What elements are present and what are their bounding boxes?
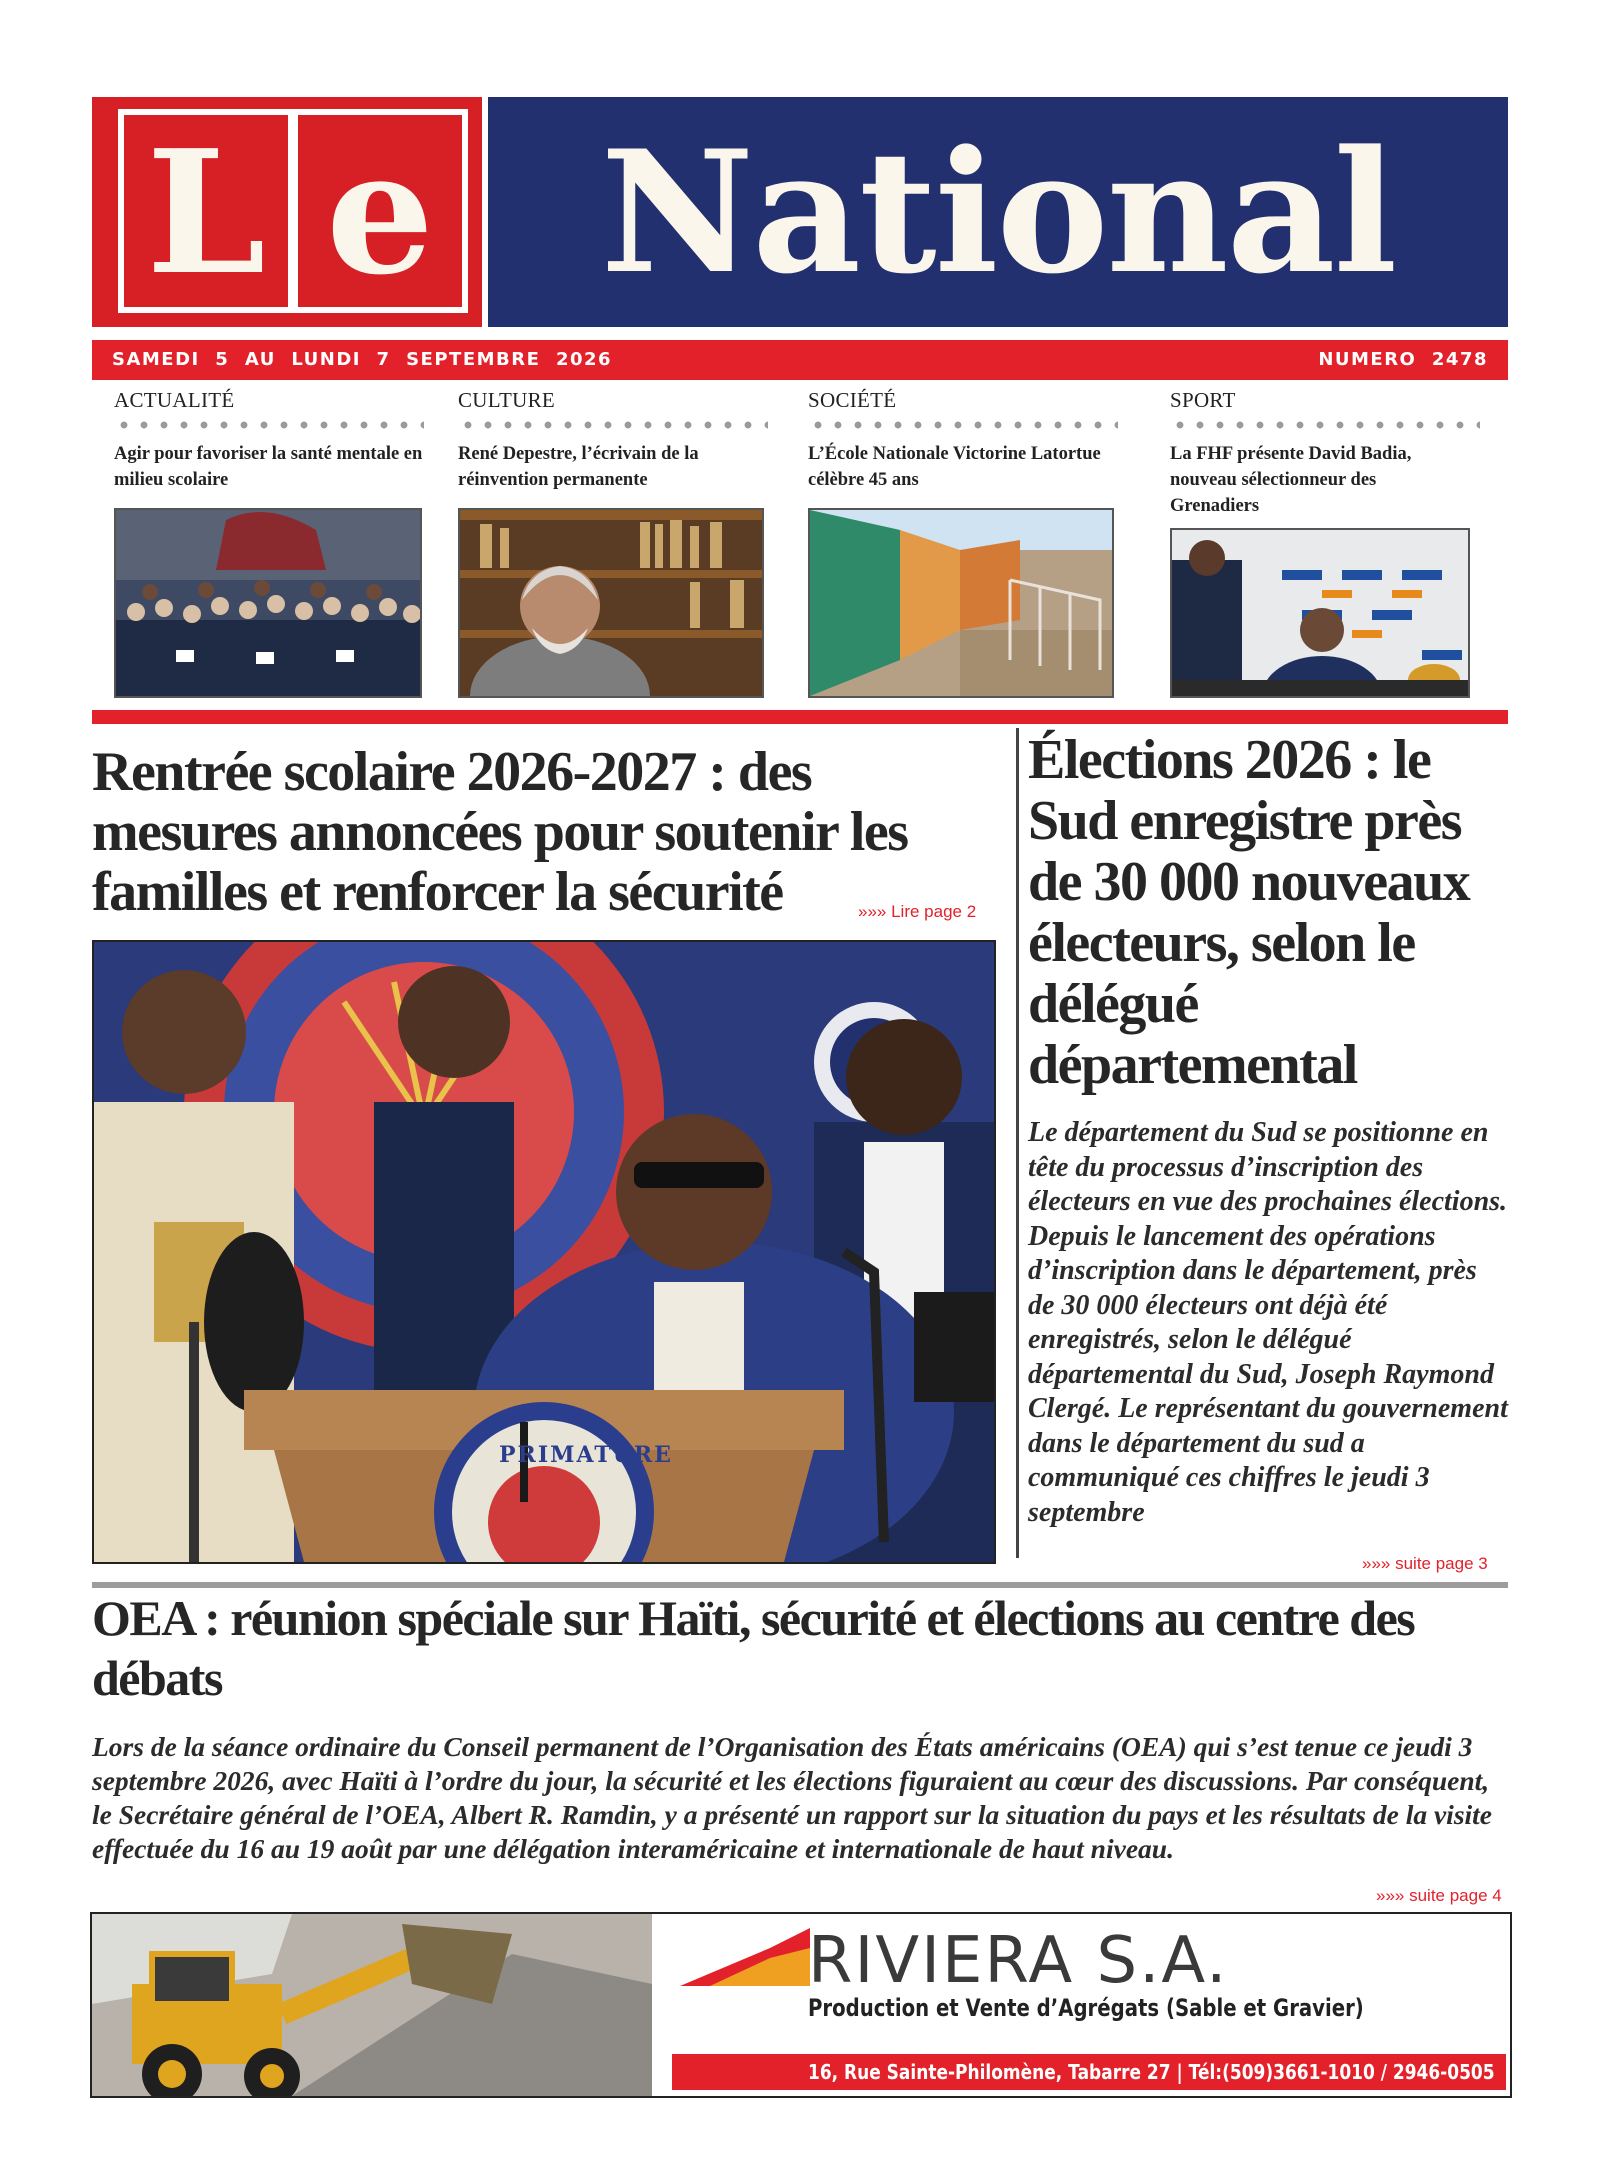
column-divider [1016, 728, 1019, 1558]
issue-date: SAMEDI 5 AU LUNDI 7 SEPTEMBRE 2026 [112, 349, 613, 370]
rubric-headline[interactable]: La FHF présente David Badia, nouveau sélectionneur des Grenadiers [1170, 444, 1412, 516]
rubric-sport[interactable] [1170, 388, 1490, 519]
ad-address: 16, Rue Sainte-Philomène, Tabarre 27 | Tél:(509)3661-1010 / 2946-0505 [808, 2060, 1495, 2084]
rubric-category: SPORT [1170, 388, 1236, 412]
rubric-headline[interactable]: Agir pour favoriser la santé mentale en milieu scolaire [114, 444, 423, 490]
ad-company-name: RIVIERA S.A. [808, 1924, 1229, 1998]
riviera-logo-icon [680, 1928, 810, 1988]
rubric-headline[interactable]: L’École Nationale Victorine Latortue célèbre 45 ans [808, 444, 1101, 490]
masthead-national [488, 97, 1508, 327]
masthead-le-block [92, 97, 482, 327]
masthead-letter-l: L [118, 109, 294, 313]
oea-story-body: Lors de la séance ordinaire du Conseil permanent de l’Organisation des États américains (OEA) qui s’est tenue ce jeudi 3 septembre 2026, avec Haïti à l’ordre du jour, la sécurité et les élections figuraient au cœur des discussions. Par conséquent, le Secrétaire général de l’OEA, Albert R. Ramdin, y a présenté un rapport sur la situation du pays et les résultats de la visite effectuée du 16 au 19 août par une délégation interaméricaine et internationale de haut niveau. [92, 1731, 1493, 1864]
societe-photo[interactable] [808, 508, 1114, 698]
main-story-photo[interactable] [92, 940, 996, 1564]
loader-quarry-image [92, 1914, 652, 2096]
section-divider-red [92, 710, 1508, 724]
press-briefing-image [94, 942, 994, 1562]
masthead-national-text: National [600, 113, 1396, 311]
rubric-category: SOCIÉTÉ [808, 388, 897, 412]
date-band [92, 340, 1508, 380]
continue-link[interactable]: »»» suite page 4 [1376, 1886, 1502, 1905]
school-courtyard-image [810, 510, 1112, 696]
issue-number: NUMERO 2478 [1318, 349, 1488, 370]
continue-link[interactable]: »»» suite page 3 [1362, 1554, 1488, 1573]
podium-seal-text: PRIMATURE [499, 1442, 673, 1468]
rubric-category: ACTUALITÉ [114, 388, 235, 412]
press-conference-image [1172, 530, 1468, 696]
side-headline[interactable]: Élections 2026 : le Sud enregistre près de 30 000 nouveaux électeurs, selon le délégué départemental [1028, 729, 1470, 1096]
culture-photo[interactable] [458, 508, 764, 698]
actualite-photo[interactable] [114, 508, 422, 698]
ad-tagline: Production et Vente d’Agrégats (Sable et Gravier) [808, 1994, 1364, 2022]
group-photo-image [116, 510, 420, 696]
read-more-link[interactable]: »»» Lire page 2 [858, 902, 977, 921]
rubric-societe[interactable] [808, 388, 1128, 493]
masthead-letter-e: e [292, 109, 468, 313]
side-story-body: Le département du Sud se positionne en tête du processus d’inscription des électeurs en vue des prochaines élections. Depuis le lancement des opérations d’inscription dans le département, près de 30 000 électeurs ont déjà été enregistrés, selon le délégué départemental du Sud, Joseph Raymond Clergé. Le représentant du gouvernement dans le département du sud a communiqué ces chiffres le jeudi 3 septembre [1028, 1117, 1508, 1528]
dotted-divider [114, 419, 424, 431]
oea-headline[interactable]: OEA : réunion spéciale sur Haïti, sécurité et élections au centre des débats [92, 1590, 1415, 1706]
portrait-image [460, 510, 762, 696]
main-headline[interactable]: Rentrée scolaire 2026-2027 : des mesures annoncées pour soutenir les familles et renforcer la sécurité [92, 741, 908, 923]
rubric-category: CULTURE [458, 388, 555, 412]
rubric-culture[interactable] [458, 388, 778, 493]
sport-photo[interactable] [1170, 528, 1470, 698]
dotted-divider [1170, 419, 1480, 431]
dotted-divider [458, 419, 768, 431]
rubric-headline[interactable]: René Depestre, l’écrivain de la réinvention permanente [458, 444, 699, 490]
rubric-actualite[interactable] [114, 388, 434, 493]
dotted-divider [808, 419, 1118, 431]
